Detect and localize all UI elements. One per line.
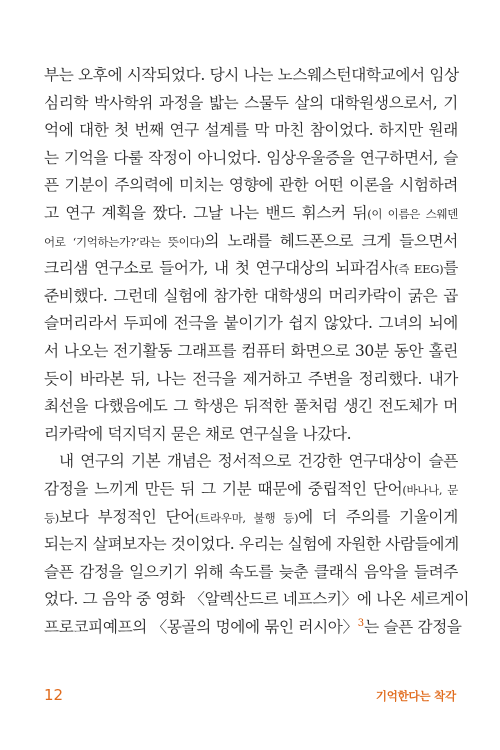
text-line [44,338,458,366]
text-line [44,476,458,504]
text-run: 는 슬픈 감정을 [364,617,462,636]
text-line [44,145,458,173]
parenthetical-note: (즉 EEG) [394,262,444,277]
text-run: 었다. 그 음악 중 영화 〈알렉산드르 네프스키〉에 나온 세르게이 [44,590,470,609]
text-line [44,228,458,256]
text-run: 되는지 살펴보자는 것이었다. 우리는 실험에 자원한 사람들에게 [44,535,459,554]
parenthetical-note: 등) [44,510,59,525]
footnote-marker[interactable]: 3 [357,617,365,629]
text-run: 의 노래를 헤드폰으로 크게 들으면서 [204,231,458,250]
text-line [44,504,458,532]
text-line [44,448,458,476]
text-run: 듯이 바라본 뒤, 나는 전극을 제거하고 주변을 정리했다. 내가 [44,369,458,388]
text-run: 에 더 주의를 기울이게 [298,507,458,526]
text-run: 크리샘 연구소로 들어가, 내 첫 연구대상의 뇌파검사 [44,259,395,278]
text-line [44,531,458,559]
text-run: 심리학 박사학위 과정을 밟는 스물두 살의 대학원생으로서, 기 [44,93,458,112]
text-run: 보다 부정적인 단어 [59,507,195,526]
running-title: 기억한다는 착각 [375,689,456,703]
body-text [44,62,470,641]
text-line [44,255,458,283]
text-run: 서 나오는 전기활동 그래프를 컴퓨터 화면으로 30분 동안 홀린 [44,341,458,360]
text-line [44,614,462,642]
text-line [44,172,458,200]
text-run: 감정을 느끼게 만든 뒤 그 기분 때문에 중립적인 단어 [44,479,403,498]
text-line [44,559,458,587]
text-run: 프로코피예프의 〈몽골의 멍에에 묶인 러시아〉 [44,617,358,636]
page-footer [0,686,500,706]
text-line [44,366,458,394]
text-line [44,62,458,90]
parenthetical-note: 어로 ‘기억하는가?’라는 뜻이다) [44,234,205,249]
text-line [44,310,458,338]
text-run: 슬머리라서 두피에 전극을 붙이기가 쉽지 않았다. 그녀의 뇌에 [44,314,458,333]
text-line [44,421,458,449]
text-line [44,393,458,421]
text-run: 를 [443,259,458,278]
text-run: 내 연구의 기본 개념은 정서적으로 건강한 연구대상이 슬픈 [59,452,458,471]
text-line [44,90,458,118]
text-run: 픈 기분이 주의력에 미치는 영향에 관한 어떤 이론을 시험하려 [44,176,458,195]
parenthetical-note: (이 이름은 스웨덴 [367,206,459,221]
text-run: 고 연구 계획을 짰다. 그날 나는 밴드 휘스커 뒤 [44,203,368,222]
text-run: 리카락에 덕지덕지 묻은 채로 연구실을 나갔다. [44,424,352,443]
text-line [44,283,458,311]
text-line [44,586,470,614]
text-run: 준비했다. 그런데 실험에 참가한 대학생의 머리카락이 굵은 곱 [44,286,458,305]
page-number: 12 [44,686,64,704]
text-run: 슬픈 감정을 일으키기 위해 속도를 늦춘 클래식 음악을 들려주 [44,562,458,581]
parenthetical-note: (트라우마, 불행 등) [194,510,299,525]
text-run: 억에 대한 첫 번째 연구 설계를 막 마친 참이었다. 하지만 원래 [44,121,458,140]
text-run: 부는 오후에 시작되었다. 당시 나는 노스웨스턴대학교에서 임상 [44,66,459,84]
text-line [44,200,458,228]
parenthetical-note: (바나나, 문 [402,482,459,497]
text-line [44,117,458,145]
text-run: 최선을 다했음에도 그 학생은 뒤적한 풀처럼 생긴 전도체가 머 [44,397,458,416]
text-run: 는 기억을 다룰 작정이 아니었다. 임상우울증을 연구하면서, 슬 [44,148,458,167]
